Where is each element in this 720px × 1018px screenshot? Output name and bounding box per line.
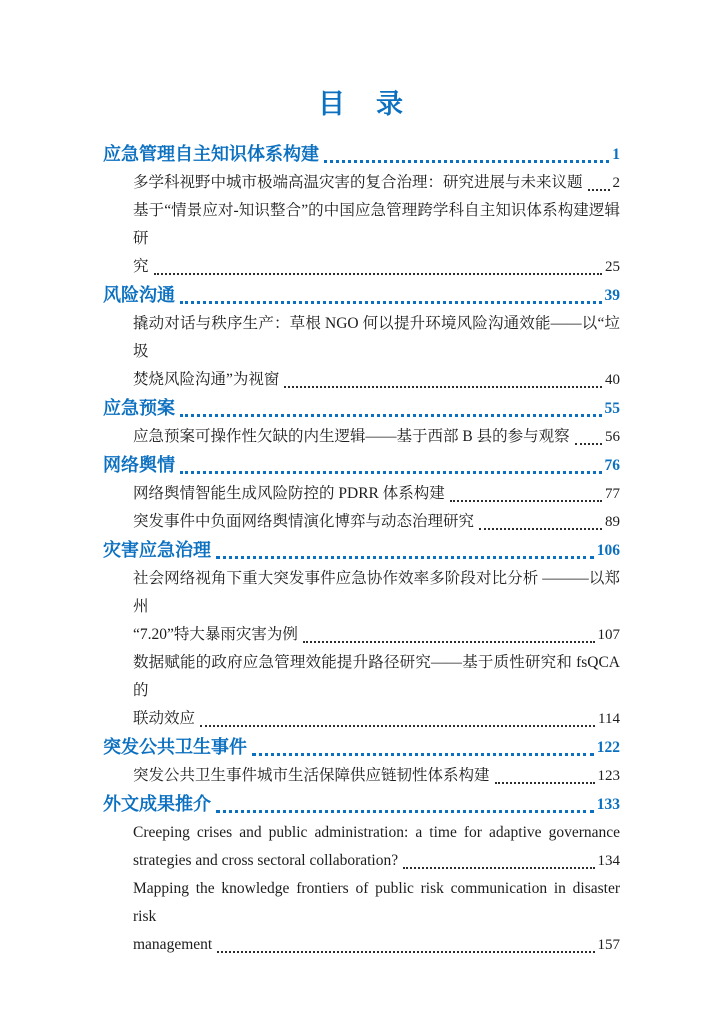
toc-entry-row[interactable] bbox=[103, 508, 620, 536]
entry-title-line2: 究 bbox=[133, 258, 149, 275]
dot-leader bbox=[200, 725, 595, 727]
section-title: 风险沟通 bbox=[103, 285, 175, 305]
section-page-number: 76 bbox=[604, 457, 620, 474]
toc-section-row[interactable] bbox=[103, 281, 620, 310]
dot-leader bbox=[495, 782, 595, 784]
section-title: 灾害应急治理 bbox=[103, 540, 211, 560]
section-title: 外文成果推介 bbox=[103, 794, 211, 814]
toc-title: 目 录 bbox=[318, 89, 405, 119]
toc-entry-row[interactable] bbox=[103, 819, 620, 875]
section-page-number: 106 bbox=[596, 542, 620, 559]
entry-title-line1: Creeping crises and public administration: a time for adaptive governance bbox=[133, 824, 620, 841]
section-page-number: 55 bbox=[604, 400, 620, 417]
dot-leader bbox=[324, 160, 609, 163]
entry-page-number: 40 bbox=[605, 372, 620, 388]
dot-leader bbox=[217, 951, 594, 953]
section-title: 应急管理自主知识体系构建 bbox=[103, 144, 319, 164]
dot-leader bbox=[180, 414, 602, 417]
dot-leader bbox=[180, 471, 602, 474]
section-title: 突发公共卫生事件 bbox=[103, 737, 247, 757]
toc-section-row[interactable] bbox=[103, 140, 620, 169]
section-page-number: 1 bbox=[612, 146, 620, 163]
toc-entry-row[interactable] bbox=[103, 480, 620, 508]
section-page-number: 133 bbox=[596, 796, 620, 813]
toc-section-row[interactable] bbox=[103, 790, 620, 819]
dot-leader bbox=[284, 386, 602, 388]
toc-entry-row[interactable] bbox=[103, 310, 620, 394]
toc-entry-row[interactable] bbox=[103, 875, 620, 959]
entry-title-line1: Mapping the knowledge frontiers of public risk communication in disaster risk bbox=[133, 880, 620, 925]
entry-title: 突发公共卫生事件城市生活保障供应链韧性体系构建 bbox=[133, 767, 490, 784]
entry-page-number: 25 bbox=[605, 259, 620, 275]
dot-leader bbox=[180, 301, 602, 304]
entry-page-number: 77 bbox=[605, 486, 620, 502]
entry-page-number: 157 bbox=[597, 937, 620, 953]
entry-title-line1: 基于“情景应对-知识整合”的中国应急管理跨学科自主知识体系构建逻辑研 bbox=[133, 202, 620, 247]
dot-leader bbox=[252, 753, 594, 756]
entry-title-line1: 撬动对话与秩序生产：草根 NGO 何以提升环境风险沟通效能——以“垃圾 bbox=[133, 315, 620, 360]
toc-entry-row[interactable] bbox=[103, 197, 620, 281]
dot-leader bbox=[154, 273, 602, 275]
section-page-number: 39 bbox=[604, 287, 620, 304]
entry-page-number: 56 bbox=[605, 429, 620, 445]
section-title: 应急预案 bbox=[103, 398, 175, 418]
toc-section-row[interactable] bbox=[103, 536, 620, 565]
entry-page-number: 2 bbox=[612, 175, 620, 191]
toc-entry-row[interactable] bbox=[103, 762, 620, 790]
toc-content bbox=[103, 88, 620, 959]
dot-leader bbox=[303, 641, 595, 643]
section-title: 网络舆情 bbox=[103, 455, 175, 475]
dot-leader bbox=[216, 556, 594, 559]
entry-page-number: 134 bbox=[597, 853, 620, 869]
entry-title-line2: “7.20”特大暴雨灾害为例 bbox=[133, 626, 298, 643]
dot-leader bbox=[403, 867, 594, 869]
entry-title-line1: 数据赋能的政府应急管理效能提升路径研究——基于质性研究和 fsQCA 的 bbox=[133, 654, 620, 699]
dot-leader bbox=[216, 810, 594, 813]
toc-entry-row[interactable] bbox=[103, 565, 620, 649]
entry-title-line2: strategies and cross sectoral collaboration? bbox=[133, 852, 399, 869]
toc-entry-row[interactable] bbox=[103, 649, 620, 733]
entry-title: 应急预案可操作性欠缺的内生逻辑——基于西部 B 县的参与观察 bbox=[133, 428, 570, 445]
dot-leader bbox=[450, 500, 602, 502]
toc-section-row[interactable] bbox=[103, 451, 620, 480]
entry-title: 突发事件中负面网络舆情演化博弈与动态治理研究 bbox=[133, 513, 475, 530]
entry-page-number: 107 bbox=[597, 627, 620, 643]
entry-page-number: 114 bbox=[598, 711, 620, 727]
toc-entry-row[interactable] bbox=[103, 169, 620, 197]
section-page-number: 122 bbox=[596, 739, 620, 756]
entry-title-line2: management bbox=[133, 936, 213, 953]
dot-leader bbox=[575, 443, 602, 445]
dot-leader bbox=[479, 528, 602, 530]
entry-page-number: 123 bbox=[597, 768, 620, 784]
entry-title: 多学科视野中城市极端高温灾害的复合治理：研究进展与未来议题 bbox=[133, 174, 583, 191]
entry-title: 网络舆情智能生成风险防控的 PDRR 体系构建 bbox=[133, 485, 445, 502]
entry-title-line1: 社会网络视角下重大突发事件应急协作效率多阶段对比分析 ———以郑州 bbox=[133, 570, 620, 615]
entry-page-number: 89 bbox=[605, 514, 620, 530]
entry-title-line2: 联动效应 bbox=[133, 710, 196, 727]
entry-title-line2: 焚烧风险沟通”为视窗 bbox=[133, 371, 280, 388]
toc-section-row[interactable] bbox=[103, 394, 620, 423]
toc-entry-row[interactable] bbox=[103, 423, 620, 451]
dot-leader bbox=[588, 189, 610, 191]
toc-section-row[interactable] bbox=[103, 733, 620, 762]
